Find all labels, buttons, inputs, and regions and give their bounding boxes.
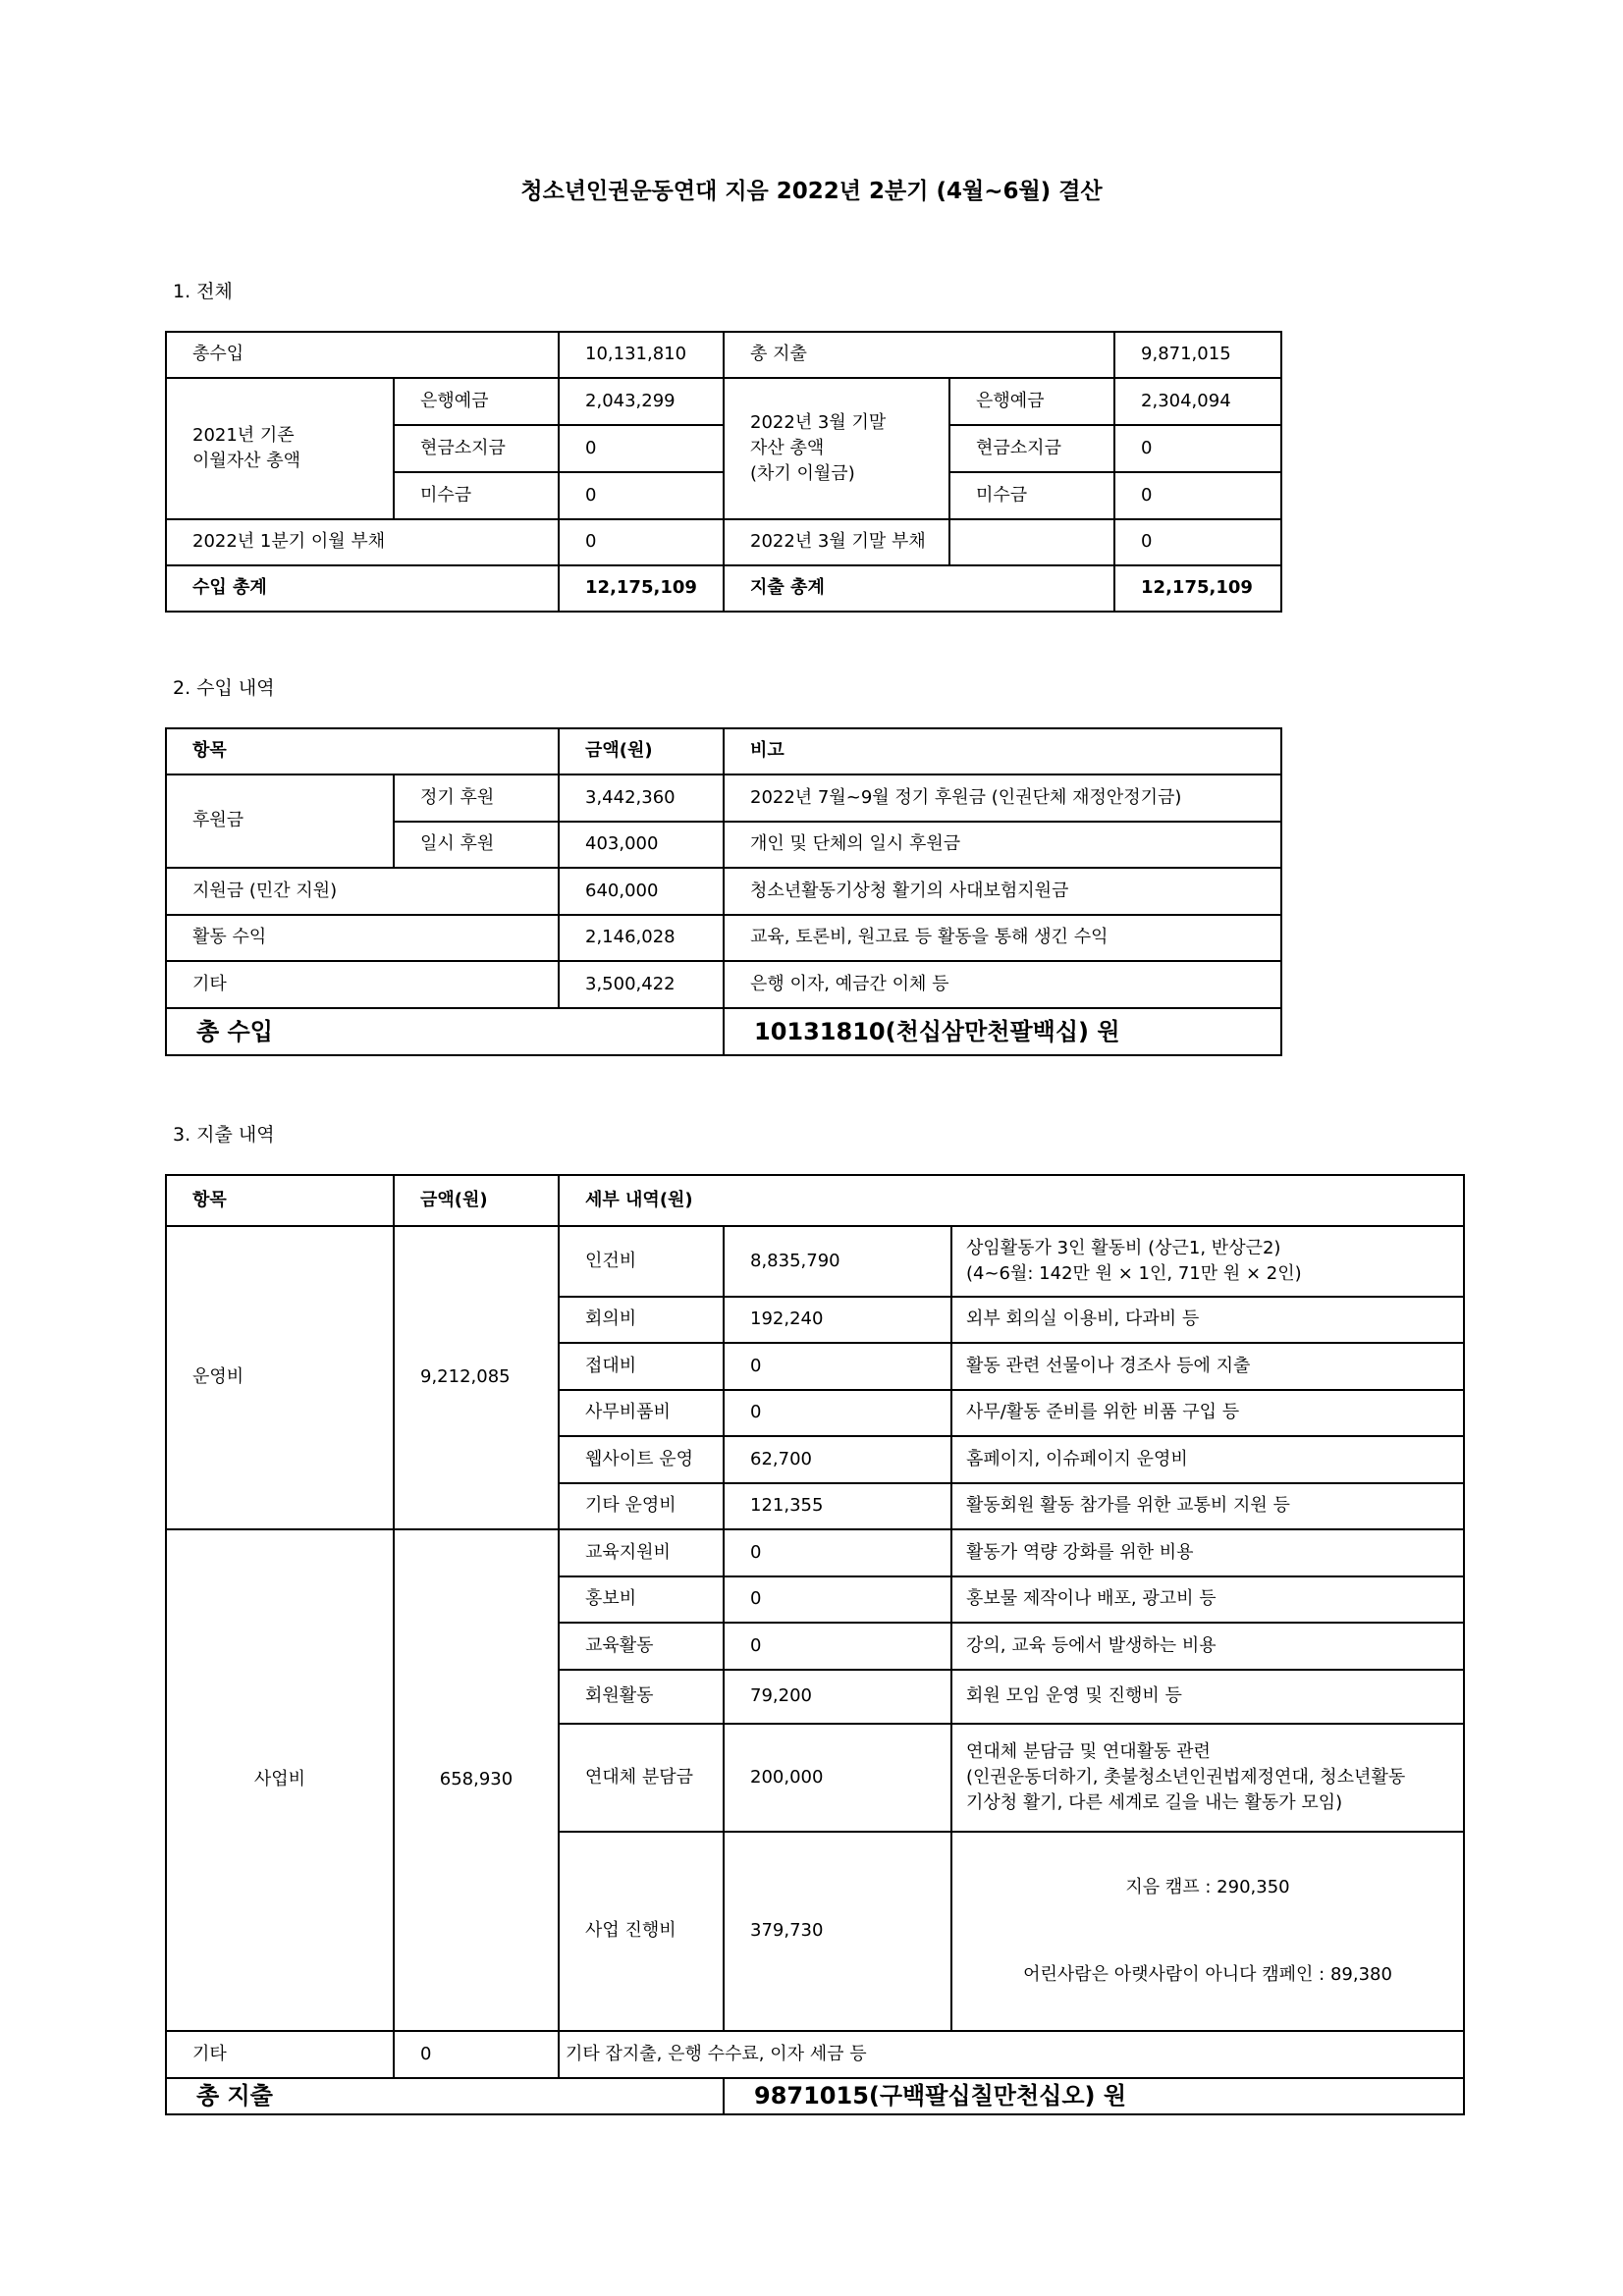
- table-row-note: 강의, 교육 등에서 발생하는 비용: [951, 1623, 1464, 1670]
- total-income-label: 총수입: [166, 332, 559, 378]
- table-row-sub: 정기 후원: [394, 774, 559, 822]
- right-debt-empty: [949, 519, 1114, 565]
- expense-header-item: 항목: [166, 1175, 394, 1226]
- total-income-row-value: 10131810(천십삼만천팔백십) 원: [724, 1008, 1281, 1055]
- left-receivable-label: 미수금: [394, 472, 559, 519]
- table-row-name: 웹사이트 운영: [559, 1436, 724, 1483]
- other-label: 기타: [166, 2031, 394, 2078]
- other-note: 기타 잡지출, 은행 수수료, 이자 세금 등: [559, 2031, 1464, 2078]
- table-row-item: 기타: [166, 961, 559, 1008]
- table-row-name: 교육활동: [559, 1623, 724, 1670]
- left-debt-label: 2022년 1분기 이월 부채: [166, 519, 559, 565]
- table-row-name: 기타 운영비: [559, 1483, 724, 1529]
- expense-header-detail: 세부 내역(원): [559, 1175, 1464, 1226]
- table-row-name: 회원활동: [559, 1670, 724, 1724]
- total-income-value: 10,131,810: [559, 332, 724, 378]
- table-row-note: 홍보물 제작이나 배포, 광고비 등: [951, 1576, 1464, 1623]
- table-row-name: 연대체 분담금: [559, 1724, 724, 1832]
- right-debt-label: 2022년 3월 기말 부채: [724, 519, 949, 565]
- table-row-note: 회원 모임 운영 및 진행비 등: [951, 1670, 1464, 1724]
- table-row-note: 활동가 역량 강화를 위한 비용: [951, 1529, 1464, 1576]
- table-row-note: 2022년 7월~9월 정기 후원금 (인권단체 재정안정기금): [724, 774, 1281, 822]
- section-heading-overall: 1. 전체: [173, 281, 233, 302]
- right-bank-value: 2,304,094: [1114, 378, 1281, 425]
- table-row-amount: 192,240: [724, 1297, 951, 1343]
- section-heading-income: 2. 수입 내역: [173, 677, 275, 699]
- income-sum-value: 12,175,109: [559, 565, 724, 612]
- table-row-note: 연대체 분담금 및 연대활동 관련 (인권운동더하기, 촛불청소년인권법제정연대, 청소년활동 기상청 활기, 다른 세계로 길을 내는 활동가 모임): [951, 1724, 1464, 1832]
- table-row-name: 홍보비: [559, 1576, 724, 1623]
- right-cash-label: 현금소지금: [949, 425, 1114, 472]
- table-row-amount: 0: [724, 1576, 951, 1623]
- table-row-amount: 121,355: [724, 1483, 951, 1529]
- donation-label: 후원금: [166, 774, 394, 868]
- right-receivable-label: 미수금: [949, 472, 1114, 519]
- total-expense-label: 총 지출: [724, 332, 1114, 378]
- table-row-amount: 379,730: [724, 1832, 951, 2031]
- overall-table: [165, 331, 1282, 613]
- table-row-note: 개인 및 단체의 일시 후원금: [724, 822, 1281, 868]
- total-expense-row-value: 9871015(구백팔십칠만천십오) 원: [724, 2078, 1464, 2114]
- table-row-sub: 일시 후원: [394, 822, 559, 868]
- left-cash-value: 0: [559, 425, 724, 472]
- table-row-item: 활동 수익: [166, 915, 559, 961]
- table-row-amount: 640,000: [559, 868, 724, 915]
- left-debt-value: 0: [559, 519, 724, 565]
- operating-label: 운영비: [166, 1226, 394, 1529]
- income-header-note: 비고: [724, 728, 1281, 774]
- table-row-name: 인건비: [559, 1226, 724, 1297]
- table-row-name: 사업 진행비: [559, 1832, 724, 2031]
- right-cash-value: 0: [1114, 425, 1281, 472]
- total-income-row-label: 총 수입: [166, 1008, 724, 1055]
- ending-assets-label: 2022년 3월 기말 자산 총액 (차기 이월금): [724, 378, 949, 519]
- left-bank-label: 은행예금: [394, 378, 559, 425]
- table-row-name: 교육지원비: [559, 1529, 724, 1576]
- left-receivable-value: 0: [559, 472, 724, 519]
- operating-amount: 9,212,085: [394, 1226, 559, 1529]
- section-heading-expense: 3. 지출 내역: [173, 1124, 275, 1146]
- table-row-name: 접대비: [559, 1343, 724, 1390]
- income-table: [165, 727, 1282, 1056]
- income-header-amount: 금액(원): [559, 728, 724, 774]
- table-row-amount: 200,000: [724, 1724, 951, 1832]
- table-row-amount: 2,146,028: [559, 915, 724, 961]
- table-row-note: 상임활동가 3인 활동비 (상근1, 반상근2) (4~6월: 142만 원 × 1인, 71만 원 × 2인): [951, 1226, 1464, 1297]
- right-receivable-value: 0: [1114, 472, 1281, 519]
- business-amount: 658,930: [394, 1529, 559, 2031]
- right-bank-label: 은행예금: [949, 378, 1114, 425]
- total-expense-value: 9,871,015: [1114, 332, 1281, 378]
- table-row-name: 사무비품비: [559, 1390, 724, 1436]
- table-row-amount: 0: [724, 1390, 951, 1436]
- income-sum-label: 수입 총계: [166, 565, 559, 612]
- table-row-note: 활동회원 활동 참가를 위한 교통비 지원 등: [951, 1483, 1464, 1529]
- table-row-amount: 0: [724, 1623, 951, 1670]
- table-row-amount: 79,200: [724, 1670, 951, 1724]
- expense-sum-value: 12,175,109: [1114, 565, 1281, 612]
- table-row-item: 지원금 (민간 지원): [166, 868, 559, 915]
- table-row-amount: 3,442,360: [559, 774, 724, 822]
- table-row-note: 교육, 토론비, 원고료 등 활동을 통해 생긴 수익: [724, 915, 1281, 961]
- income-header-item: 항목: [166, 728, 559, 774]
- table-row-amount: 62,700: [724, 1436, 951, 1483]
- left-cash-label: 현금소지금: [394, 425, 559, 472]
- table-row-amount: 8,835,790: [724, 1226, 951, 1297]
- table-row-amount: 3,500,422: [559, 961, 724, 1008]
- table-row-amount: 403,000: [559, 822, 724, 868]
- other-amount: 0: [394, 2031, 559, 2078]
- left-bank-value: 2,043,299: [559, 378, 724, 425]
- expense-header-amount: 금액(원): [394, 1175, 559, 1226]
- carryover-assets-label: 2021년 기존 이월자산 총액: [166, 378, 394, 519]
- expense-sum-label: 지출 총계: [724, 565, 1114, 612]
- table-row-amount: 0: [724, 1343, 951, 1390]
- table-row-note: 활동 관련 선물이나 경조사 등에 지출: [951, 1343, 1464, 1390]
- table-row-note: 외부 회의실 이용비, 다과비 등: [951, 1297, 1464, 1343]
- right-debt-value: 0: [1114, 519, 1281, 565]
- page-title: 청소년인권운동연대 지음 2022년 2분기 (4월~6월) 결산: [520, 179, 1103, 204]
- table-row-note: 청소년활동기상청 활기의 사대보험지원금: [724, 868, 1281, 915]
- business-label: 사업비: [166, 1529, 394, 2031]
- table-row-amount: 0: [724, 1529, 951, 1576]
- table-row-note: 홈페이지, 이슈페이지 운영비: [951, 1436, 1464, 1483]
- table-row-note: 사무/활동 준비를 위한 비품 구입 등: [951, 1390, 1464, 1436]
- total-expense-row-label: 총 지출: [166, 2078, 724, 2114]
- table-row-note: 지음 캠프 : 290,350 어린사람은 아랫사람이 아니다 캠페인 : 89,380: [951, 1832, 1464, 2031]
- table-row-note: 은행 이자, 예금간 이체 등: [724, 961, 1281, 1008]
- expense-table: [165, 1174, 1465, 2115]
- table-row-name: 회의비: [559, 1297, 724, 1343]
